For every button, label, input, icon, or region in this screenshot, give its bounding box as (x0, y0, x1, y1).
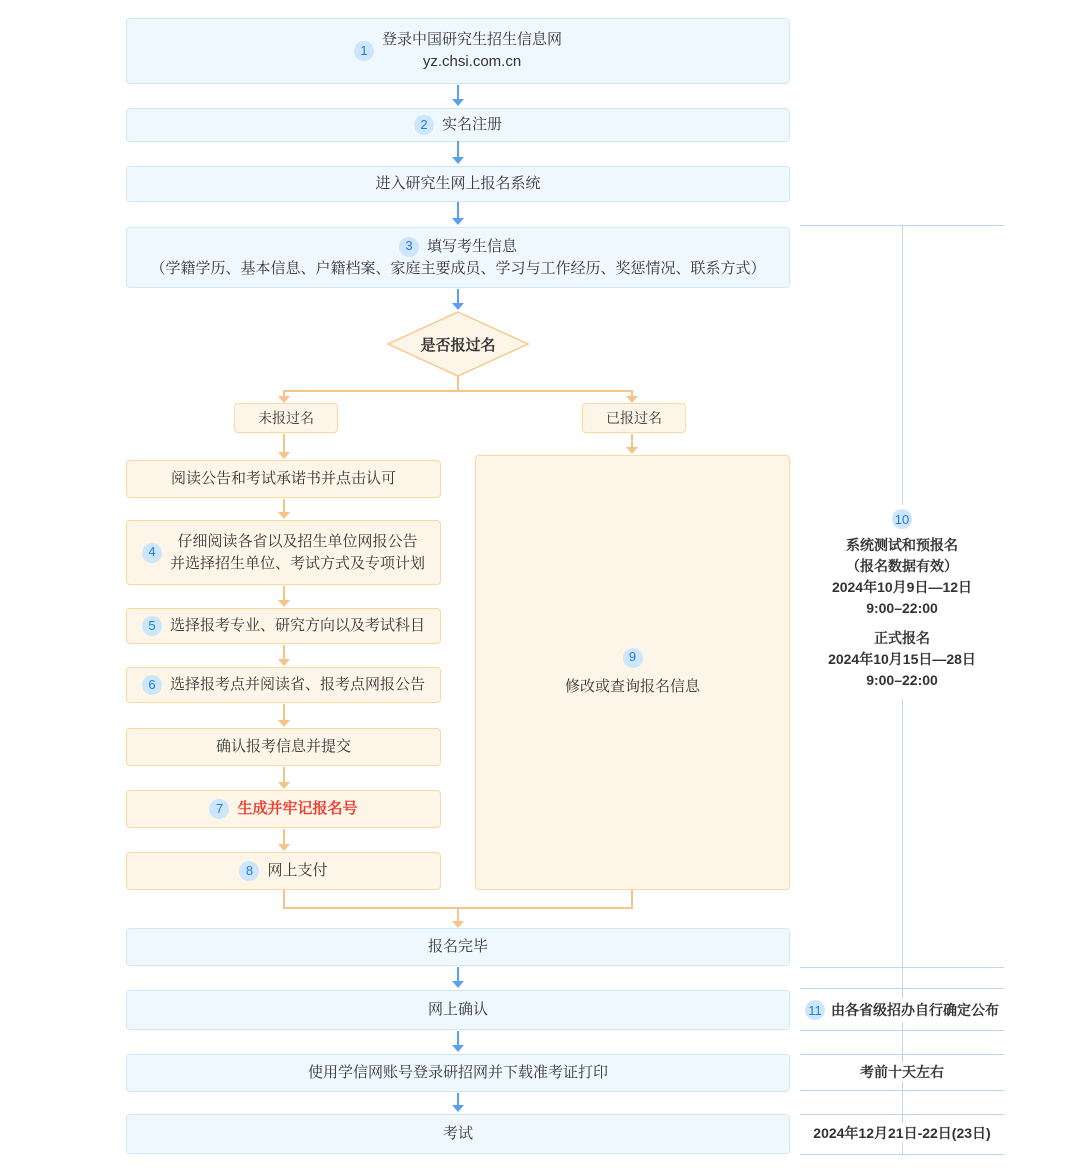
timeline-exam-date (798, 1123, 1006, 1143)
step-online-confirm-box (126, 990, 790, 1030)
arrow-down-icon (452, 141, 464, 164)
timeline-divider (800, 1030, 1004, 1031)
step-number-badge: 9 (623, 648, 643, 668)
step-choose-unit-box (126, 520, 441, 585)
confirm-note-label: 由各省级招办自行确定公布 (831, 1002, 999, 1018)
step-number-badge: 5 (142, 616, 162, 636)
arrow-down-icon (452, 908, 464, 928)
step-login-box (126, 18, 790, 84)
timeline-number-badge: 11 (805, 1000, 825, 1020)
timeline-registration-period (798, 505, 1006, 699)
exam-date-label: 2024年12月21日-22日(23日) (813, 1125, 991, 1141)
branch-registered-box (582, 403, 686, 433)
arrow-down-icon (278, 434, 290, 459)
pre-registration-time: 9:00–22:00 (866, 600, 938, 616)
connector-line (283, 390, 633, 392)
arrow-down-icon (452, 1093, 464, 1112)
arrow-down-icon (452, 1031, 464, 1052)
pre-registration-date: 2024年10月9日—12日 (831, 579, 973, 595)
arrow-down-icon (278, 499, 290, 519)
pre-registration-title: 系统测试和预报名 (846, 537, 958, 553)
arrow-down-icon (278, 645, 290, 666)
timeline-confirm-note (798, 998, 1006, 1022)
step-choose-site-label: 选择报考点并阅读省、报考点网报公告 (169, 676, 425, 694)
step-pay-label: 网上支付 (267, 862, 328, 880)
step-fill-info-title: 填写考生信息 (426, 237, 517, 255)
step-enter-system-box (126, 166, 790, 202)
step-number-badge: 7 (209, 799, 229, 819)
arrow-head-icon (278, 396, 290, 403)
step-submit-box (126, 728, 441, 766)
branch-not-registered-box (234, 403, 338, 433)
arrow-down-icon (452, 202, 464, 225)
arrow-down-icon (278, 829, 290, 851)
step-choose-unit-line1: 仔细阅读各省以及招生单位网报公告 (177, 532, 418, 550)
arrow-down-icon (452, 85, 464, 106)
decision-label: 是否报过名 (420, 336, 496, 354)
step-number-badge: 2 (414, 115, 434, 135)
step-fill-info-detail: （学籍学历、基本信息、户籍档案、家庭主要成员、学习与工作经历、奖惩情况、联系方式） (150, 259, 766, 277)
formal-registration-time: 9:00–22:00 (866, 672, 938, 688)
step-choose-major-label: 选择报考专业、研究方向以及考试科目 (169, 617, 425, 635)
step-login-title: 登录中国研究生招生信息网 (381, 31, 562, 49)
branch-not-registered-label: 未报过名 (258, 409, 314, 426)
branch-registered-label: 已报过名 (606, 409, 662, 426)
step-submit-label: 确认报考信息并提交 (215, 738, 351, 756)
step-number-badge: 3 (399, 237, 419, 257)
step-read-notice-box (126, 460, 441, 498)
step-choose-major-box (126, 608, 441, 644)
formal-registration-title: 正式报名 (874, 630, 930, 646)
step-number-badge: 8 (239, 861, 259, 881)
timeline-divider (800, 1114, 1004, 1115)
timeline-divider (800, 988, 1004, 989)
step-choose-site-box (126, 667, 441, 703)
timeline-ticket-note (798, 1062, 1006, 1082)
step-modify-query-box (475, 455, 790, 890)
arrow-down-icon (278, 767, 290, 789)
timeline-divider (800, 1054, 1004, 1055)
step-login-url: yz.chsi.com.cn (422, 53, 522, 70)
step-online-confirm-label: 网上确认 (427, 1001, 488, 1019)
step-exam-box (126, 1114, 790, 1154)
connector-line (457, 376, 459, 391)
step-number-badge: 6 (142, 675, 162, 695)
formal-registration-date: 2024年10月15日—28日 (828, 651, 976, 667)
timeline-divider (800, 1090, 1004, 1091)
step-reg-number-label: 生成并牢记报名号 (237, 800, 358, 818)
step-fill-info-box (126, 227, 790, 288)
timeline-number-badge: 10 (892, 509, 912, 529)
step-register-label: 实名注册 (441, 116, 502, 134)
arrow-down-icon (452, 967, 464, 988)
step-print-ticket-box (126, 1054, 790, 1092)
step-done-label: 报名完毕 (427, 938, 488, 956)
step-done-box (126, 928, 790, 966)
step-number-badge: 4 (142, 543, 162, 563)
arrow-down-icon (452, 289, 464, 310)
step-exam-label: 考试 (442, 1125, 473, 1143)
step-reg-number-box (126, 790, 441, 828)
step-enter-system-label: 进入研究生网上报名系统 (375, 175, 541, 193)
pre-registration-note: （报名数据有效） (846, 558, 958, 574)
step-read-notice-label: 阅读公告和考试承诺书并点击认可 (170, 470, 396, 488)
timeline-divider (800, 967, 1004, 968)
step-modify-query-label: 修改或查询报名信息 (564, 677, 700, 695)
arrow-down-icon (278, 704, 290, 727)
arrow-down-icon (626, 434, 638, 454)
step-register-box (126, 108, 790, 142)
step-number-badge: 1 (354, 41, 374, 61)
arrow-head-icon (626, 396, 638, 403)
step-choose-unit-line2: 并选择招生单位、考试方式及专项计划 (169, 554, 425, 572)
timeline-divider (800, 225, 1004, 226)
arrow-down-icon (278, 586, 290, 607)
step-pay-box (126, 852, 441, 890)
timeline-divider (800, 1154, 1004, 1155)
ticket-note-label: 考前十天左右 (860, 1064, 944, 1080)
step-print-ticket-label: 使用学信网账号登录研招网并下载准考证打印 (307, 1064, 608, 1082)
